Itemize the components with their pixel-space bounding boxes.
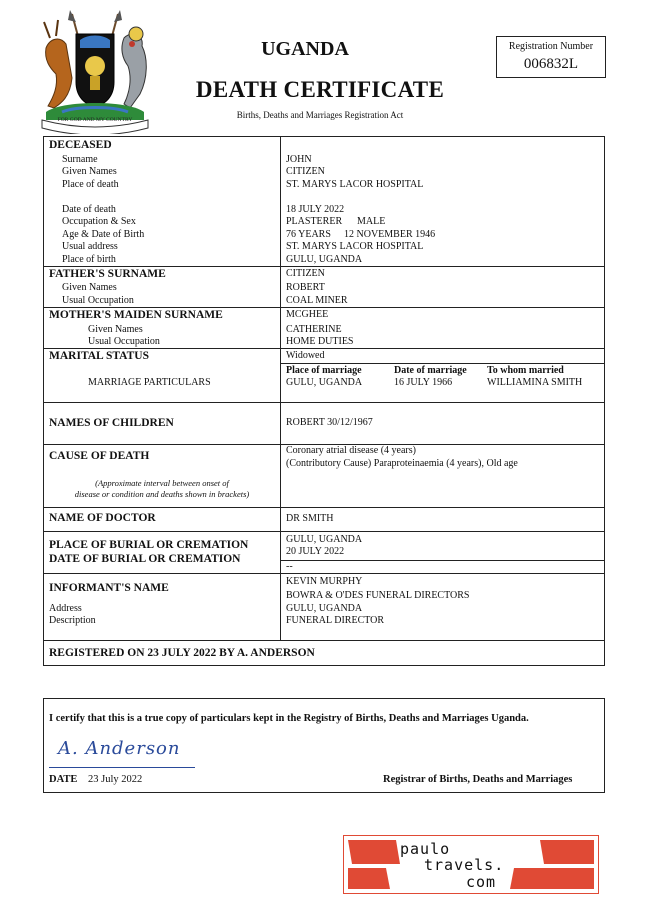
divider: [43, 573, 605, 574]
deceased-surname: JOHN: [286, 154, 312, 165]
divider: [43, 640, 605, 641]
section-heading-doctor: NAME OF DOCTOR: [49, 512, 156, 524]
field-label: Usual address: [62, 241, 118, 252]
mother-given-names: CATHERINE: [286, 324, 342, 335]
cause-line-1: Coronary atrial disease (4 years): [286, 445, 416, 456]
informant-organisation: BOWRA & O'DES FUNERAL DIRECTORS: [286, 590, 470, 601]
deceased-age: 76 YEARS: [286, 229, 331, 240]
cause-note: disease or condition and deaths shown in brackets): [74, 489, 250, 499]
registration-number: 006832L: [523, 56, 579, 72]
burial-date: 20 JULY 2022: [286, 546, 345, 557]
field-label: Place of death: [62, 179, 119, 190]
field-label: Given Names: [62, 282, 117, 293]
father-occupation: COAL MINER: [286, 295, 348, 306]
section-heading-burial-place: PLACE OF BURIAL OR CREMATION: [49, 539, 249, 551]
mother-occupation: HOME DUTIES: [286, 336, 354, 347]
marriage-spouse: WILLIAMINA SMITH: [487, 377, 583, 388]
field-label: Given Names: [62, 166, 117, 177]
marital-status: Widowed: [286, 350, 325, 361]
deceased-dob: 12 NOVEMBER 1946: [344, 229, 436, 240]
burial-place: GULU, UGANDA: [286, 534, 363, 545]
section-heading-informant: INFORMANT'S NAME: [49, 582, 169, 594]
doctor-name: DR SMITH: [286, 513, 334, 524]
signature-line: [49, 767, 195, 768]
divider: [43, 531, 605, 532]
field-label: Surname: [62, 154, 98, 165]
informant-address: GULU, UGANDA: [286, 603, 363, 614]
field-label: Address: [49, 603, 82, 614]
divider: [280, 363, 605, 364]
field-label: Given Names: [88, 324, 143, 335]
page-title: DEATH CERTIFICATE: [195, 77, 445, 102]
section-heading-deceased: DECEASED: [49, 139, 112, 151]
column-header: Date of marriage: [394, 365, 467, 376]
date-label: DATE: [49, 774, 78, 785]
field-label: Usual Occupation: [62, 295, 134, 306]
field-label: Place of birth: [62, 254, 116, 265]
marriage-place: GULU, UGANDA: [286, 377, 363, 388]
paulo-travels-logo: [343, 835, 599, 894]
registration-label: Registration Number: [508, 41, 594, 52]
coat-of-arms-icon: [32, 8, 158, 134]
certification-text: I certify that this is a true copy of particulars kept in the Registry of Births, Deaths and Marriages Uganda.: [49, 713, 529, 724]
signature: A. Anderson: [58, 738, 181, 759]
column-header: Place of marriage: [286, 365, 362, 376]
field-label: Occupation & Sex: [62, 216, 136, 227]
section-heading-burial-date: DATE OF BURIAL OR CREMATION: [49, 553, 241, 565]
column-header: To whom married: [487, 365, 564, 376]
section-heading-children: NAMES OF CHILDREN: [49, 417, 174, 429]
country-title: UGANDA: [261, 38, 349, 60]
registered-statement: REGISTERED ON 23 JULY 2022 BY A. ANDERSON: [49, 647, 315, 659]
motto-text: FOR GOD AND MY COUNTRY: [57, 117, 133, 123]
deceased-given-names: CITIZEN: [286, 166, 325, 177]
table-column-divider: [280, 136, 281, 640]
section-heading-father: FATHER'S SURNAME: [49, 268, 166, 280]
father-given-names: ROBERT: [286, 282, 325, 293]
deceased-date-of-death: 18 JULY 2022: [286, 204, 345, 215]
burial-extra: --: [286, 561, 293, 572]
section-heading-cause: CAUSE OF DEATH: [49, 450, 150, 462]
divider: [280, 560, 605, 561]
children-names: ROBERT 30/12/1967: [286, 417, 373, 428]
mother-surname: MCGHEE: [286, 309, 329, 320]
field-label: Date of death: [62, 204, 116, 215]
certification-date: 23 July 2022: [88, 774, 143, 785]
informant-name: KEVIN MURPHY: [286, 576, 363, 587]
informant-description: FUNERAL DIRECTOR: [286, 615, 385, 626]
father-surname: CITIZEN: [286, 268, 325, 279]
deceased-address: ST. MARYS LACOR HOSPITAL: [286, 241, 424, 252]
cause-line-2: (Contributory Cause) Paraproteinaemia (4 years), Old age: [286, 458, 518, 469]
logo-line-2: travels.: [424, 856, 505, 874]
field-label: Description: [49, 615, 96, 626]
divider: [43, 507, 605, 508]
deceased-place-of-death: ST. MARYS LACOR HOSPITAL: [286, 179, 424, 190]
deceased-birthplace: GULU, UGANDA: [286, 254, 363, 265]
section-heading-marital: MARITAL STATUS: [49, 350, 150, 362]
deceased-sex: MALE: [357, 216, 386, 227]
field-label: Usual Occupation: [88, 336, 160, 347]
marriage-date: 16 JULY 1966: [394, 377, 453, 388]
deceased-occupation: PLASTERER: [286, 216, 343, 227]
divider: [43, 402, 605, 403]
registration-number-box: [496, 36, 606, 78]
field-label: MARRIAGE PARTICULARS: [88, 377, 211, 388]
logo-line-3: com: [466, 873, 497, 891]
logo-line-1: paulo: [400, 840, 451, 858]
page-subtitle: Births, Deaths and Marriages Registration Act: [236, 110, 404, 120]
registrar-title: Registrar of Births, Deaths and Marriages: [383, 774, 573, 785]
cause-note: (Approximate interval between onset of: [95, 478, 229, 488]
section-heading-mother: MOTHER'S MAIDEN SURNAME: [49, 309, 223, 321]
field-label: Age & Date of Birth: [62, 229, 145, 240]
